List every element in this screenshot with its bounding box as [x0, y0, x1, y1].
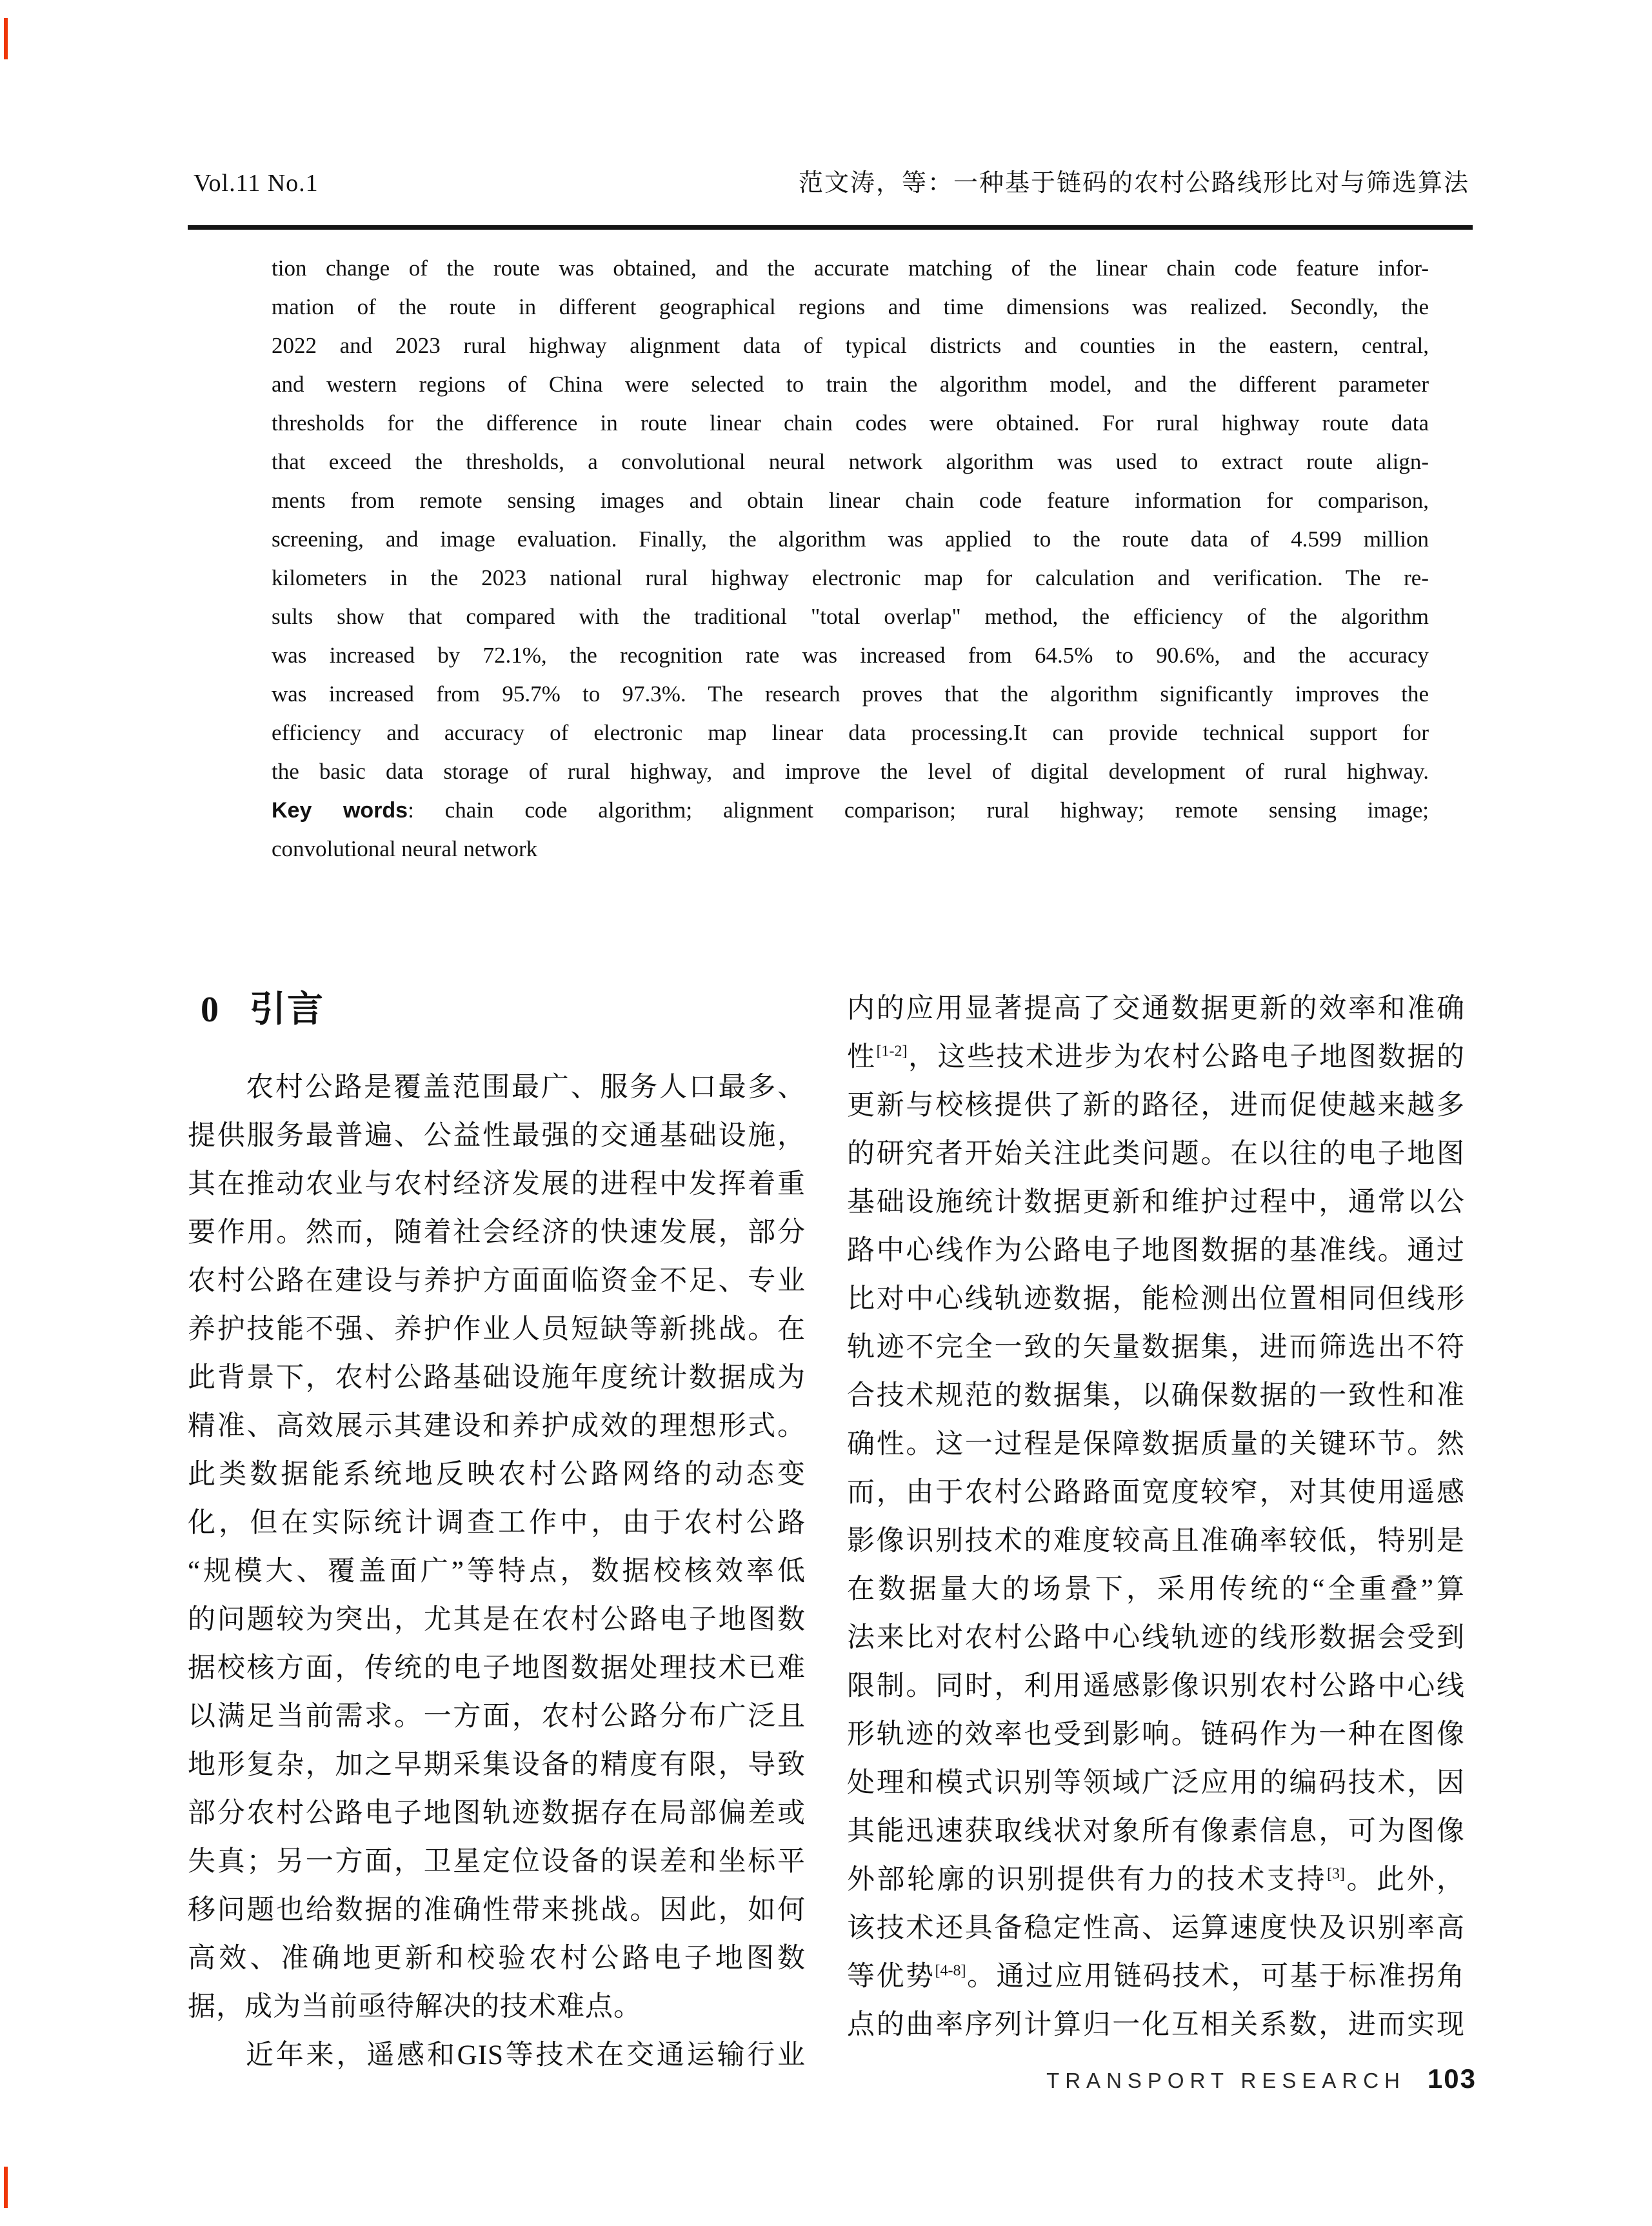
text-line: thresholds for the difference in route linear chain codes were obtained. For rural highway route data — [272, 410, 1429, 436]
text-line: 性[1-2]，这些技术进步为农村公路电子地图数据的 — [847, 1042, 1466, 1072]
page-footer — [1046, 2063, 1477, 2094]
text-line: 内的应用显著提高了交通数据更新的效率和准确 — [847, 994, 1465, 1024]
text-line: 路中心线作为公路电子地图数据的基准线。通过 — [847, 1236, 1465, 1266]
text-line: 外部轮廓的识别提供有力的技术支持[3]。此外， — [847, 1865, 1466, 1895]
section-heading — [201, 988, 806, 1031]
page-header — [194, 166, 1469, 200]
text-line: 该技术还具备稳定性高、运算速度快及识别率高 — [847, 1913, 1465, 1943]
crop-mark-top — [4, 18, 8, 59]
text-line: 高效、准确地更新和校验农村公路电子地图数 — [188, 1943, 806, 1974]
text-line: 此类数据能系统地反映农村公路网络的动态变 — [188, 1459, 806, 1490]
text-line: 农村公路是覆盖范围最广、服务人口最多、 — [246, 1072, 806, 1103]
left-column — [188, 985, 806, 2080]
text-line: and western regions of China were selected to train the algorithm model, and the different parameter — [272, 372, 1429, 397]
right-column-lines — [847, 985, 1465, 2049]
text-line: 确性。这一过程是保障数据质量的关键环节。然 — [847, 1429, 1465, 1459]
text-line: 其在推动农业与农村经济发展的进程中发挥着重 — [188, 1169, 806, 1199]
running-title: 范文涛，等：一种基于链码的农村公路线形比对与筛选算法 — [798, 170, 1469, 197]
text-line: 的研究者开始关注此类问题。在以往的电子地图 — [847, 1139, 1465, 1169]
text-line: mation of the route in different geographical regions and time dimensions was realized. Secondly, the — [272, 294, 1429, 319]
text-line: 限制。同时，利用遥感影像识别农村公路中心线 — [847, 1671, 1465, 1701]
text-line: 其能迅速获取线状对象所有像素信息，可为图像 — [847, 1816, 1465, 1847]
abstract-body — [272, 249, 1429, 791]
text-line: 形轨迹的效率也受到影响。链码作为一种在图像 — [847, 1720, 1465, 1750]
text-line: 移问题也给数据的准确性带来挑战。因此，如何 — [188, 1895, 806, 1925]
page-number: 103 — [1427, 2063, 1477, 2094]
right-column — [847, 985, 1465, 2080]
text-line: 此背景下，农村公路基础设施年度统计数据成为 — [188, 1363, 806, 1393]
keywords-label: Key words — [272, 798, 408, 823]
section-number: 0 — [201, 990, 220, 1030]
header-rule — [188, 225, 1473, 230]
text-line: 合技术规范的数据集，以确保数据的一致性和准 — [847, 1381, 1465, 1411]
text-line: 据校核方面，传统的电子地图数据处理技术已难 — [188, 1653, 806, 1683]
text-line: 在数据量大的场景下，采用传统的“全重叠”算 — [847, 1574, 1465, 1605]
text-line: 部分农村公路电子地图轨迹数据存在局部偏差或 — [188, 1798, 806, 1829]
text-line: the basic data storage of rural highway, and improve the level of digital development of rural highway. — [272, 759, 1429, 784]
crop-mark-bottom — [4, 2167, 8, 2208]
left-column-lines — [188, 1063, 806, 2080]
text-line: was increased by 72.1%, the recognition rate was increased from 64.5% to 90.6%, and the accuracy — [272, 643, 1429, 668]
text-line: 等优势[4-8]。通过应用链码技术，可基于标准拐角 — [847, 1961, 1466, 1992]
section-title: 引言 — [250, 990, 324, 1030]
text-line: 点的曲率序列计算归一化互相关系数，进而实现 — [847, 2010, 1465, 2040]
text-line: 2022 and 2023 rural highway alignment data of typical districts and counties in the eastern, central, — [272, 333, 1429, 358]
text-line: 失真；另一方面，卫星定位设备的误差和坐标平 — [188, 1847, 806, 1877]
text-line: was increased from 95.7% to 97.3%. The research proves that the algorithm significantly improves the — [272, 681, 1429, 707]
text-line: 基础设施统计数据更新和维护过程中，通常以公 — [847, 1187, 1465, 1218]
text-line: 轨迹不完全一致的矢量数据集，进而筛选出不符 — [847, 1332, 1465, 1363]
text-line: “规模大、覆盖面广”等特点，数据校核效率低 — [188, 1556, 806, 1587]
text-line: 化，但在实际统计调查工作中，由于农村公路 — [188, 1508, 806, 1538]
text-line: 法来比对农村公路中心线轨迹的线形数据会受到 — [847, 1623, 1465, 1653]
text-line: screening, and image evaluation. Finally, the algorithm was applied to the route data of 4.599 million — [272, 526, 1429, 552]
text-line: 的问题较为突出，尤其是在农村公路电子地图数 — [188, 1605, 806, 1635]
text-line: 养护技能不强、养护作业人员短缺等新挑战。在 — [188, 1314, 806, 1345]
abstract-block — [272, 249, 1429, 868]
text-line: sults show that compared with the traditional "total overlap" method, the efficiency of the algorithm — [272, 604, 1429, 629]
text-line: 而，由于农村公路路面宽度较窄，对其使用遥感 — [847, 1478, 1465, 1508]
journal-name: TRANSPORT RESEARCH — [1046, 2069, 1406, 2092]
text-line: tion change of the route was obtained, and the accurate matching of the linear chain code feature infor- — [272, 256, 1429, 281]
text-line: 更新与校核提供了新的路径，进而促使越来越多 — [847, 1090, 1465, 1121]
body-columns — [188, 985, 1465, 2080]
text-line: that exceed the thresholds, a convolutional neural network algorithm was used to extract route align- — [272, 449, 1429, 474]
text-line: 提供服务最普遍、公益性最强的交通基础设施， — [188, 1121, 806, 1151]
text-line: 精准、高效展示其建设和养护成效的理想形式。 — [188, 1411, 806, 1441]
text-line: 据，成为当前亟待解决的技术难点。 — [188, 1992, 642, 2022]
text-line: 处理和模式识别等领域广泛应用的编码技术，因 — [847, 1768, 1465, 1798]
text-line: 比对中心线轨迹数据，能检测出位置相同但线形 — [847, 1284, 1465, 1314]
text-line: kilometers in the 2023 national rural highway electronic map for calculation and verification. The re- — [272, 565, 1429, 590]
text-line: 地形复杂，加之早期采集设备的精度有限，导致 — [188, 1750, 806, 1780]
keywords-text: : chain code algorithm; alignment comparison; rural highway; remote sensing image; — [408, 797, 1429, 823]
text-line: ments from remote sensing images and obtain linear chain code feature information for comparison, — [272, 488, 1429, 513]
keywords-continuation: convolutional neural network — [272, 836, 538, 861]
text-line: 影像识别技术的难度较高且准确率较低，特别是 — [847, 1526, 1465, 1556]
volume-issue: Vol.11 No.1 — [194, 170, 319, 197]
text-line: 农村公路在建设与养护方面面临资金不足、专业 — [188, 1266, 806, 1296]
text-line: 要作用。然而，随着社会经济的快速发展，部分 — [188, 1218, 806, 1248]
text-line: 近年来，遥感和GIS等技术在交通运输行业 — [246, 2040, 806, 2071]
keywords-line — [272, 791, 1429, 830]
text-line: efficiency and accuracy of electronic map linear data processing.It can provide technical support for — [272, 720, 1429, 745]
text-line: 以满足当前需求。一方面，农村公路分布广泛且 — [188, 1701, 806, 1732]
